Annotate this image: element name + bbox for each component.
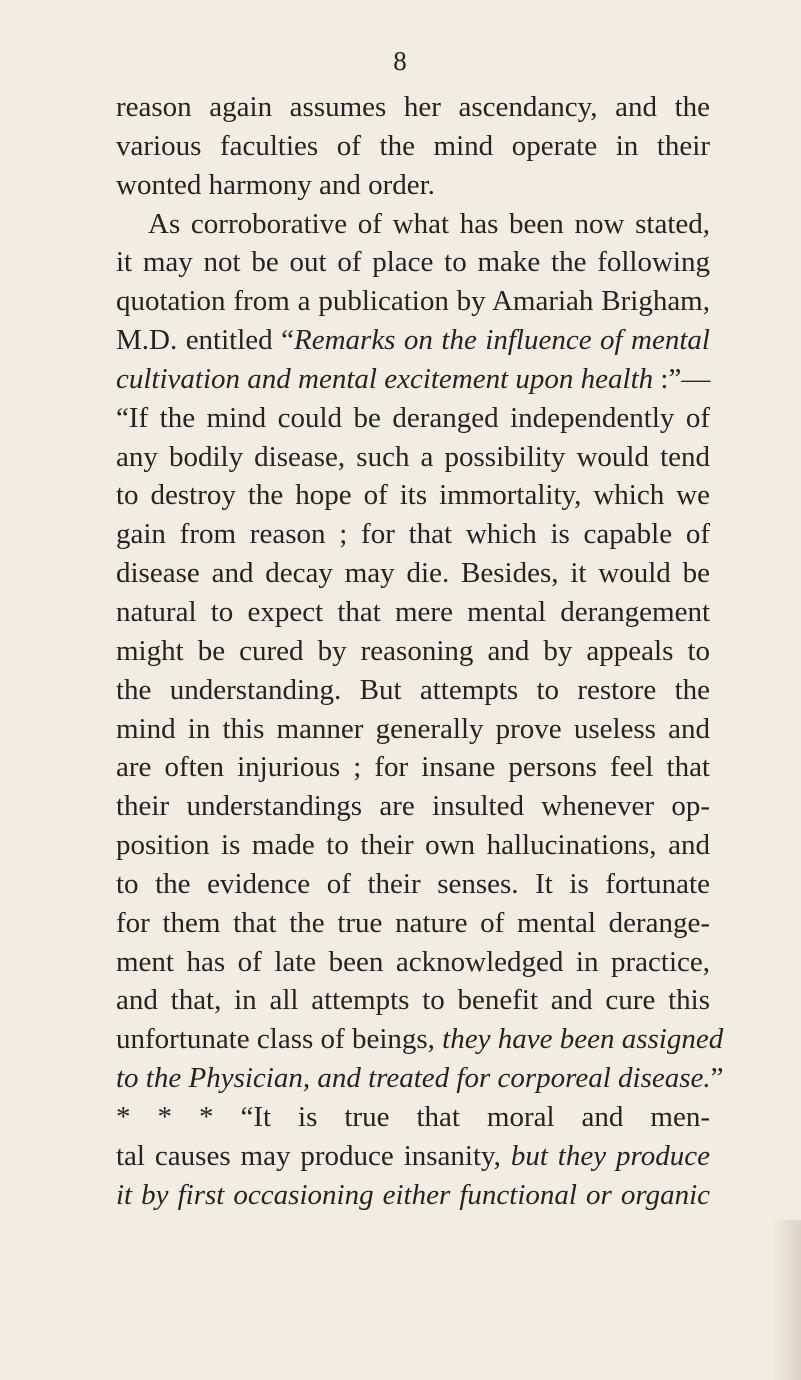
text-segment: position is made to their own hallucinations, and [116,829,710,862]
text-line [116,88,710,127]
text-line [116,321,710,360]
text-segment: :”— [653,362,711,395]
text-line [116,748,710,787]
text-segment: “If the mind could be deranged independently of [116,401,710,434]
text-line [116,1137,710,1176]
italic-text-segment: Remarks on the influence of mental [294,324,710,357]
text-segment: tal causes may produce insanity, [116,1139,511,1172]
text-line [116,554,710,593]
text-segment: gain from reason ; for that which is capable of [116,518,710,551]
text-line [116,632,710,671]
text-segment: quotation from a publication by Amariah Brigham, [116,285,710,318]
text-line [116,243,710,282]
text-line [116,476,710,515]
text-segment: any bodily disease, such a possibility would tend [116,440,710,473]
text-segment: various faculties of the mind operate in their [116,129,710,162]
text-segment: are often injurious ; for insane persons feel that [116,751,710,784]
text-line [116,166,710,205]
text-line [116,205,710,244]
text-segment: unfortunate class of beings, [116,1023,443,1056]
text-segment: ” [710,1062,724,1095]
text-line [116,1020,724,1059]
text-line [116,593,710,632]
text-segment: for them that the true nature of mental derange- [116,906,710,939]
text-line [116,438,710,477]
page-number: 8 [393,46,408,76]
italic-text-segment: but they produce [510,1139,710,1172]
text-segment: their understandings are insulted whenever op- [116,790,710,823]
text-line [116,1098,710,1137]
text-line [116,865,710,904]
text-segment: to destroy the hope of its immortality, which we [116,479,710,512]
text-line [116,127,710,166]
text-segment: disease and decay may die. Besides, it would be [116,557,710,590]
text-line [116,1059,724,1098]
text-line [116,282,710,321]
text-segment: ment has of late been acknowledged in practice, [116,945,710,978]
text-line [116,981,710,1020]
page-edge-shadow [771,1220,801,1380]
italic-text-segment: they have been assigned [442,1023,724,1056]
italic-text-segment: it by first occasioning either functional or organic [116,1178,710,1211]
text-segment: M.D. entitled “ [116,324,294,357]
text-segment: natural to expect that mere mental derangement [116,595,710,628]
text-segment: mind in this manner generally prove useless and [116,712,710,745]
text-segment: to the evidence of their senses. It is fortunate [116,867,710,900]
text-line [116,826,710,865]
body-text [116,88,724,1214]
text-line [116,787,710,826]
text-segment: might be cured by reasoning and by appeals to [116,634,710,667]
text-line [116,943,710,982]
text-line [116,360,710,399]
text-segment: reason again assumes her ascendancy, and the [116,91,710,123]
text-line [116,399,710,438]
text-line [116,515,710,554]
text-line [116,710,710,749]
text-segment: and that, in all attempts to benefit and cure this [116,984,710,1017]
text-segment: wonted harmony and order. [116,168,435,201]
italic-text-segment: cultivation and mental excitement upon health [116,362,654,395]
text-line [116,671,710,710]
text-segment: As corroborative of what has been now stated, [148,207,710,240]
text-segment: the understanding. But attempts to restore the [116,673,710,706]
text-segment: it may not be out of place to make the following [116,246,710,279]
italic-text-segment: to the Physician, and treated for corporeal disease. [116,1062,711,1095]
text-line [116,904,710,943]
text-line [116,1176,710,1215]
text-segment: * * * “It is true that moral and men- [116,1100,710,1133]
